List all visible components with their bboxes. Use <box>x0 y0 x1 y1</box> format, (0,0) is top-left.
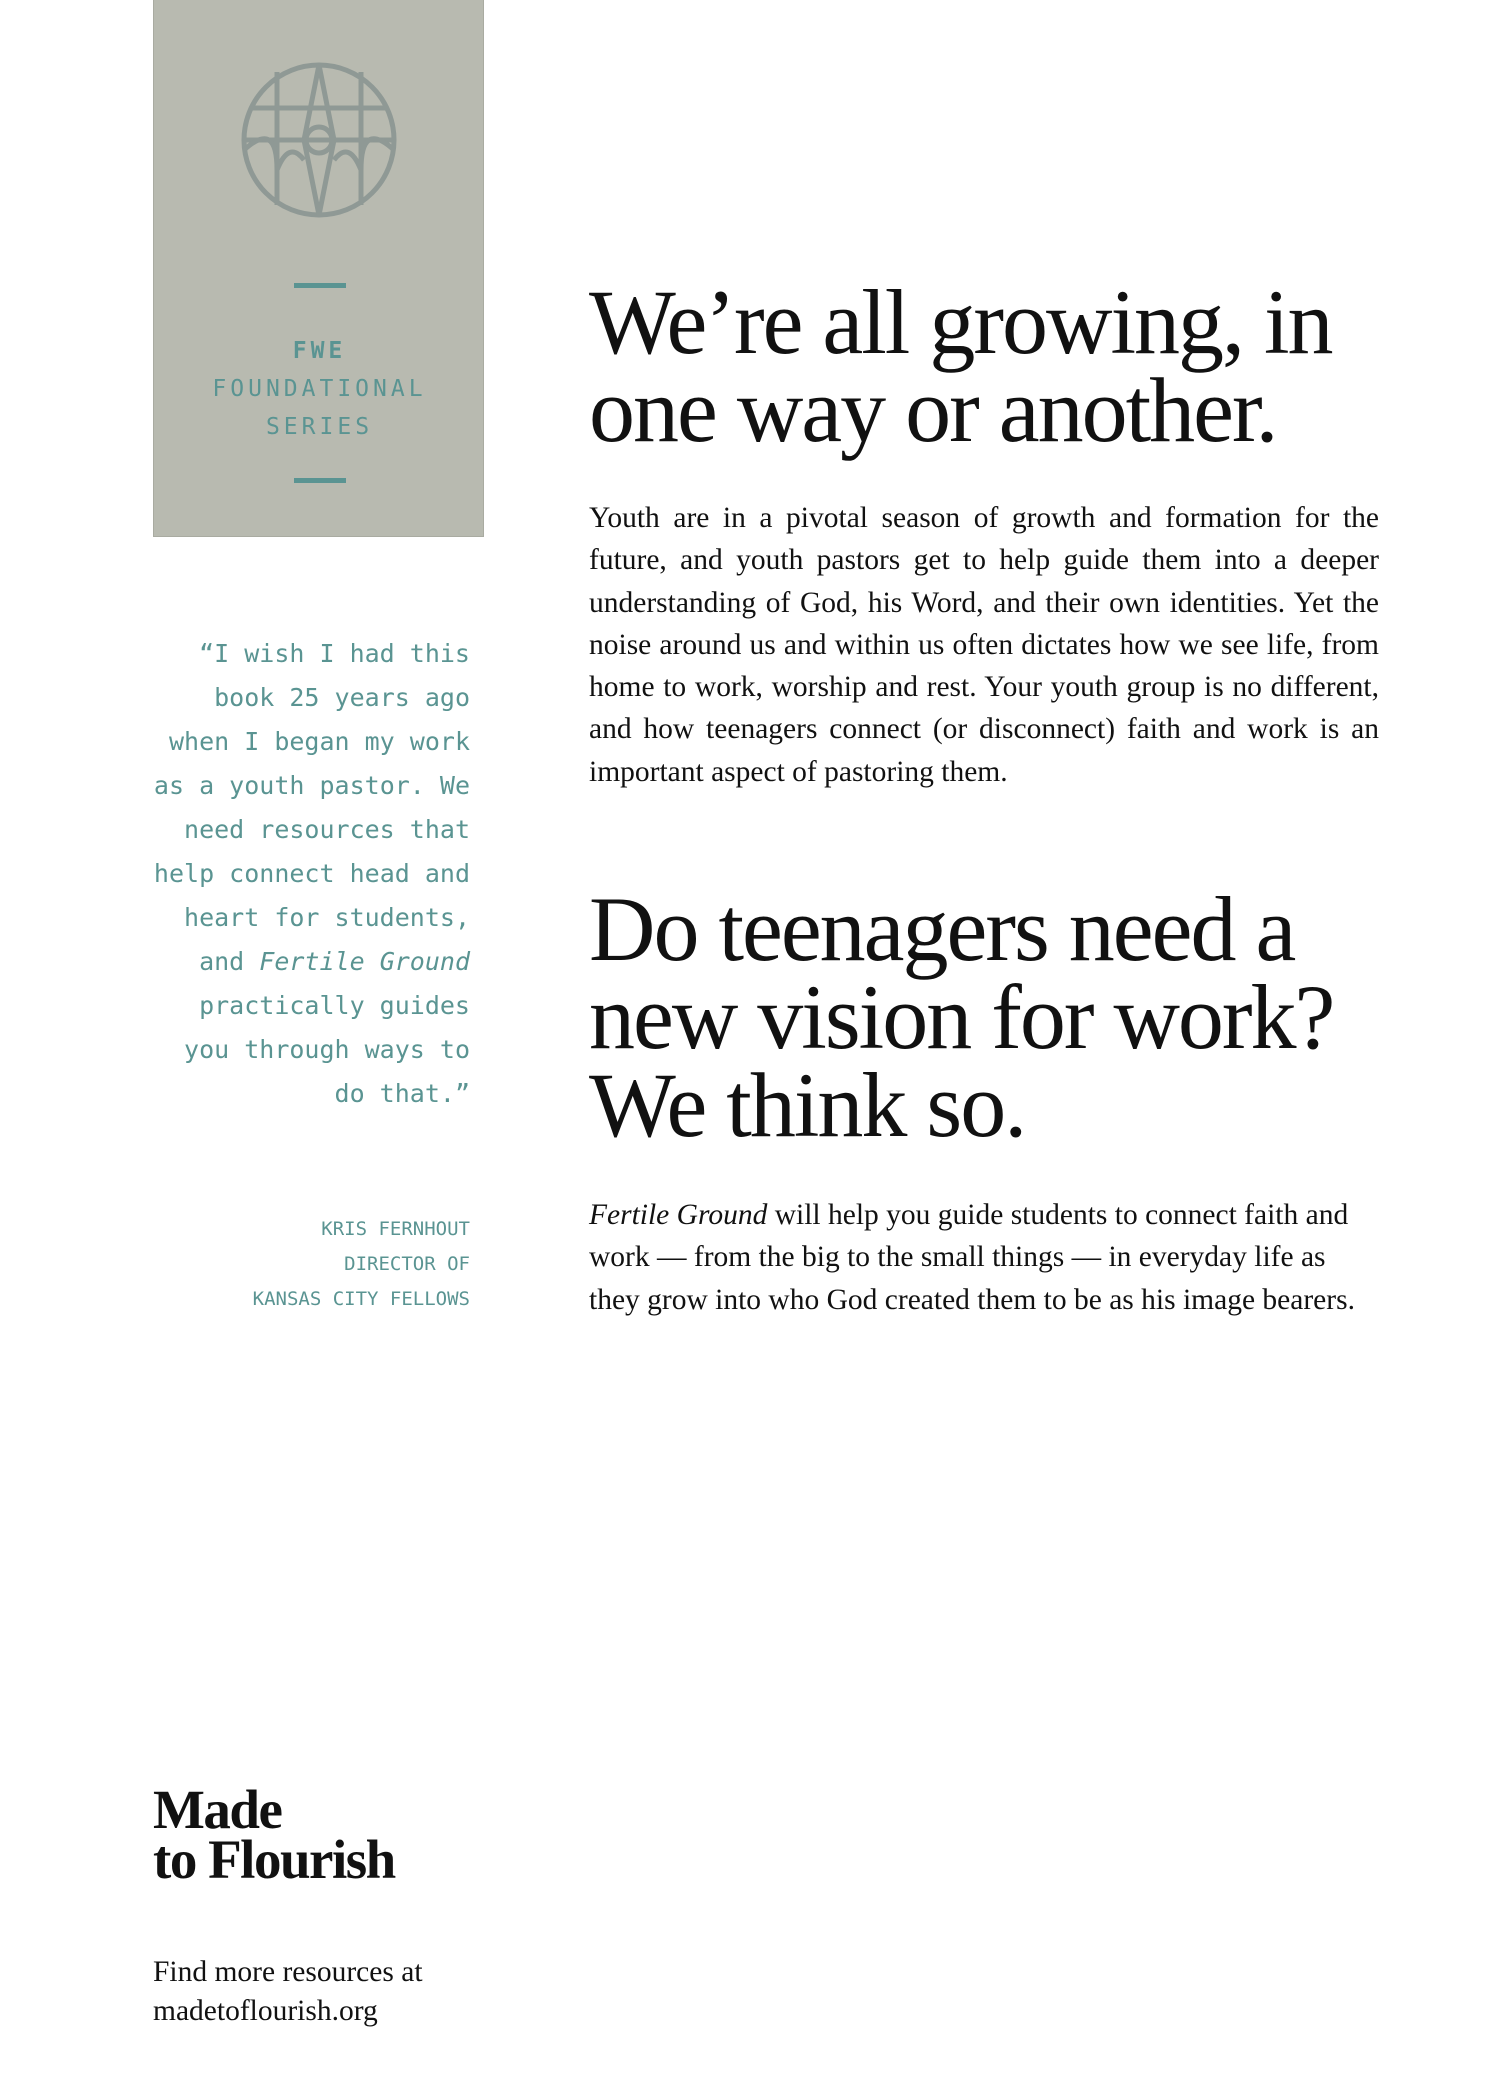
logo-line1: Made <box>153 1779 282 1840</box>
vision-book-title: Fertile Ground <box>589 1199 768 1231</box>
footer-resources <box>153 1953 423 2031</box>
testimonial-quote <box>150 632 470 1116</box>
accent-rule-bottom <box>294 478 346 483</box>
series-panel <box>153 0 484 537</box>
quote-attribution <box>150 1212 470 1317</box>
accent-rule-top <box>294 283 346 288</box>
vision-text: will help you guide students to connect faith and work — from the big to the small things — in everyday life as they grow into who God created them to be as his image bearers. <box>589 1199 1355 1316</box>
heading2-line3: We think so. <box>589 1054 1026 1156</box>
quote-author: KRIS FERNHOUT <box>321 1218 470 1240</box>
heading1-line2: one way or another. <box>589 359 1277 461</box>
footer-line1: Find more resources at <box>153 1956 423 1988</box>
quote-text-before: “I wish I had this book 25 years ago when I began my work as a youth pastor. We need resources that help connect head and heart for students, and <box>153 639 470 976</box>
series-line-1: FOUNDATIONAL <box>212 376 427 402</box>
heading2-line2: new vision for work? <box>589 966 1334 1068</box>
quote-org: KANSAS CITY FELLOWS <box>252 1288 470 1310</box>
intro-paragraph: Youth are in a pivotal season of growth and formation for the future, and youth pastors get to help guide them into a deeper understanding of God, his Word, and their own identities. Yet the noise around us and within us often dictates how we see life, from home to work, worship and rest. Your youth group is no different, and how teenagers connect (or disconnect) faith and work is an important aspect of pastoring them. <box>589 502 1379 788</box>
heading2-line1: Do teenagers need a <box>589 878 1295 980</box>
footer-url[interactable]: madetoflourish.org <box>153 1995 378 2027</box>
compass-emblem-icon <box>239 60 399 220</box>
logo-line2: to Flourish <box>153 1829 395 1890</box>
quote-book-title: Fertile Ground <box>259 947 470 976</box>
vision-paragraph <box>589 1194 1379 1321</box>
quote-role: DIRECTOR OF <box>344 1253 470 1275</box>
made-to-flourish-logo <box>153 1779 395 1890</box>
series-line-2: SERIES <box>265 414 374 440</box>
heading1-line1: We’re all growing, in <box>589 271 1332 373</box>
quote-text-after: practically guides you through ways to do that.” <box>184 991 470 1108</box>
heading-teenagers <box>589 878 1389 1156</box>
series-brand: FWE <box>292 338 347 364</box>
series-label <box>154 332 485 446</box>
heading-growing <box>589 271 1389 461</box>
